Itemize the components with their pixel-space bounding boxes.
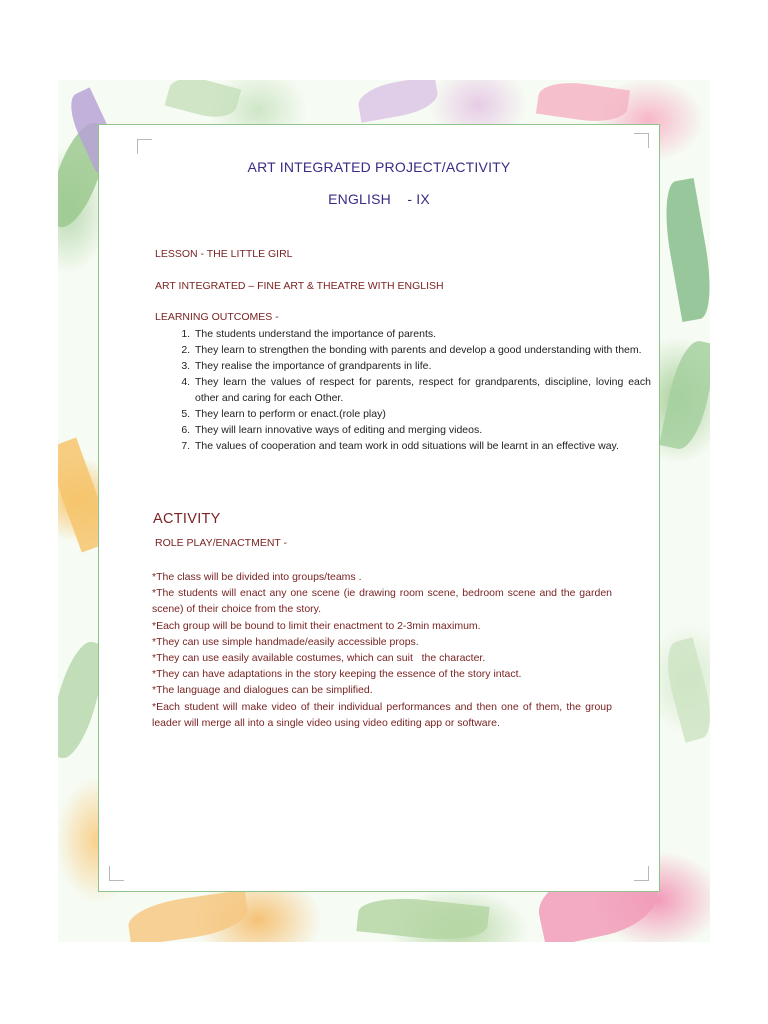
art-integrated-heading: ART INTEGRATED – FINE ART & THEATRE WITH ENGLISH: [155, 280, 444, 292]
list-item: 6. They will learn innovative ways of editing and merging videos.: [193, 422, 651, 438]
activity-points: [152, 569, 612, 731]
leaf-decoration: [659, 337, 710, 452]
list-item: 4. They learn the values of respect for parents, respect for grandparents, discipline, loving each other and caring for each Other.: [193, 374, 651, 406]
list-item: 2. They learn to strengthen the bonding with parents and develop a good understanding with them.: [193, 342, 651, 358]
learning-outcomes-list: [155, 326, 651, 454]
document-title: ART INTEGRATED PROJECT/ACTIVITY: [247, 159, 511, 175]
activity-point: *Each group will be bound to limit their enactment to 2-3min maximum.: [152, 619, 481, 632]
document-page: [98, 124, 660, 892]
leaf-decoration: [126, 890, 250, 942]
leaf-decoration: [356, 893, 489, 942]
leaf-decoration: [660, 637, 710, 742]
list-item: 7. The values of cooperation and team work in odd situations will be learnt in an effective way.: [193, 438, 651, 454]
leaf-decoration: [165, 80, 242, 123]
lesson-heading: LESSON - THE LITTLE GIRL: [155, 248, 293, 260]
leaf-decoration: [356, 80, 441, 123]
activity-point: *They can have adaptations in the story keeping the essence of the story intact.: [152, 668, 522, 681]
list-item: 3. They realise the importance of grandparents in life.: [193, 358, 651, 374]
leaf-decoration: [658, 178, 710, 322]
activity-point: *They can use easily available costumes, which can suit the character.: [152, 652, 486, 665]
list-item: 5. They learn to perform or enact.(role play): [193, 406, 651, 422]
activity-point: *The language and dialogues can be simplified.: [152, 684, 373, 697]
leaf-decoration: [536, 80, 630, 126]
activity-heading: ACTIVITY: [153, 511, 221, 527]
document-subtitle: ENGLISH - IX: [328, 191, 430, 207]
learning-outcomes-heading: LEARNING OUTCOMES -: [155, 311, 279, 323]
activity-point: *The class will be divided into groups/teams .: [152, 571, 362, 583]
activity-point: *They can use simple handmade/easily accessible props.: [152, 635, 419, 648]
activity-point: *The students will enact any one scene (ie drawing room scene, bedroom scene and the garden scene) of their choice from the story.: [152, 587, 612, 616]
role-play-heading: ROLE PLAY/ENACTMENT -: [155, 537, 288, 549]
activity-point: *Each student will make video of their individual performances and then one of them, the group leader will merge all into a single video using video editing app or software.: [152, 700, 612, 729]
list-item: 1. The students understand the importance of parents.: [193, 326, 651, 342]
